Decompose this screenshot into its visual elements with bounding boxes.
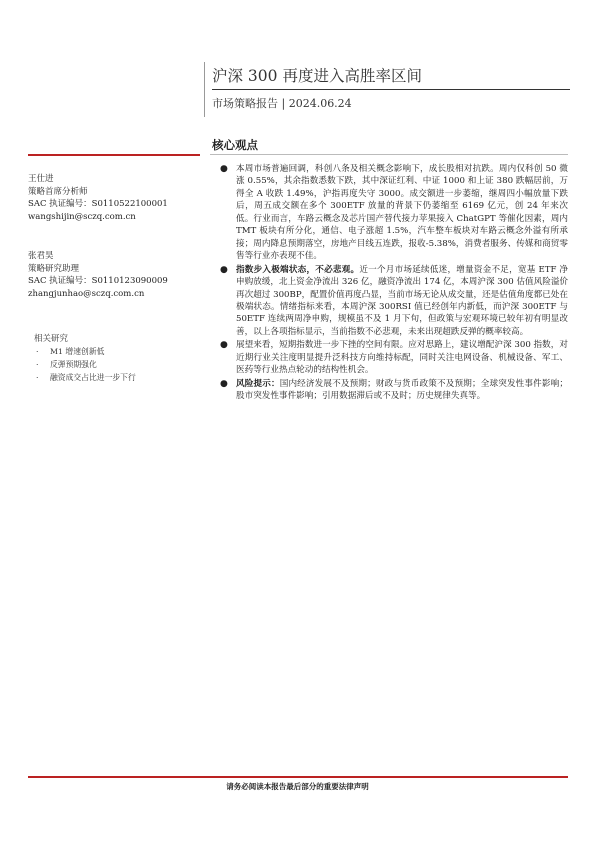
analyst-role: 策略研究助理 [28, 263, 80, 274]
footer-disclaimer: 请务必阅读本报告最后部分的重要法律声明 [226, 782, 369, 791]
bullet-lead: 指数步入极端状态，不必悲观。 [236, 264, 360, 275]
bullet-icon: · [36, 347, 39, 356]
title-rule [212, 89, 570, 90]
sidebar-rule [28, 154, 200, 156]
footer-rule [28, 776, 568, 778]
bullet-paragraph: ● 本周市场普遍回调，科创八条及相关概念影响下，成长股相对抗跌。周内仅科创 50 微涨 0.55%，其余指数悉数下跌，其中深证红利、中证 1000 和上证 380 跌幅居前，万得全 A 收跌 1.49%，沪指再度失守 3000。成交额进一步萎缩，继周四小幅放量下跌后，周五成交额在多个 300ETF 放量的背景下仍萎缩至 6169 亿元，创 24 年来次低。行业而言，车路云概念及芯片国产替代接力苹果接入 ChatGPT 等催化因素，周内 TMT 板块有所分化，通信、电子涨超 1.5%，汽车整车板块对车路云概念外溢有所承接；周内降息预期落空，房地产目线五连跌，报收-5.38%，消费者服务、传媒和商贸零售等行业亦表现不佳。 [220, 164, 568, 262]
report-title: 沪深 300 再度进入高胜率区间 [212, 67, 422, 85]
related-research-item[interactable]: · 融资成交占比进一步下行 [36, 372, 136, 385]
analyst-role: 策略首席分析师 [28, 186, 88, 197]
bullet-paragraph: ● 风险提示：国内经济发展不及预期；财政与货币政策不及预期；全球突发性事件影响；股市突发性事件影响；引用数据滞后或不及时；历史规律失真等。 [220, 378, 568, 402]
report-subtitle: 市场策略报告 | 2024.06.24 [212, 97, 352, 110]
analyst-email[interactable]: wangshijin@sczq.com.cn [28, 211, 136, 222]
bullet-icon: · [36, 359, 39, 369]
bullet-icon: ● [220, 340, 228, 351]
analyst-sac: SAC 执证编号：S0110123090009 [28, 276, 168, 286]
analyst-sac: SAC 执证编号：S0110522100001 [28, 199, 168, 209]
related-research-item[interactable]: · 反弹预期强化 [36, 359, 136, 372]
analyst-card [28, 173, 168, 223]
bullet-paragraph: ● 指数步入极端状态，不必悲观。近一个月市场延续低迷，增量资金不足，宽基 ETF 净申购放缓，北上资金净流出 326 亿，融资净流出 174 亿，本周沪深 300 估值风险溢价再次超过 300BP，配置价值再度凸显，当前市场无论从成交量，还是估值角度都已处在极端状态。情绪指标来看，本周沪深 300RSI 值已经创年内新低，而沪深 300ETF 与 50ETF 连续两周净申购，规模虽不及 1 月下旬，但政策与宏观环境已较年初有明显改善，以上各项指标显示，当前指数不必悲观，未来出现超跌反弹的概率较高。 [220, 264, 569, 337]
bullet-icon: ● [220, 164, 228, 174]
section-heading: 核心观点 [212, 138, 258, 152]
bullet-icon: · [36, 372, 39, 382]
analyst-email[interactable]: zhangjunhao@sczq.com.cn [28, 288, 145, 299]
bullet-icon: ● [220, 378, 228, 389]
header-divider [204, 62, 205, 117]
analyst-name: 张君昊 [28, 251, 54, 261]
related-research-heading: 相关研究 [34, 334, 69, 344]
bullet-lead: 风险提示： [236, 378, 280, 389]
bullet-icon: ● [220, 264, 228, 275]
bullet-paragraph: ● 展望来看，短期指数进一步下挫的空间有限。应对思路上，建议增配沪深 300 指数，对近期行业关注度明显提升泛科技方向维持标配，同时关注电网设备、机械设备、军工、医药等行业热点轮动的结构性机会。 [220, 340, 568, 376]
related-research-list [36, 346, 136, 384]
section-rule [210, 154, 568, 155]
core-views-body [218, 163, 568, 404]
analyst-card [28, 250, 168, 300]
related-research-item[interactable]: · M1 增速创新低 [36, 346, 136, 359]
analyst-name: 王仕进 [28, 174, 54, 184]
